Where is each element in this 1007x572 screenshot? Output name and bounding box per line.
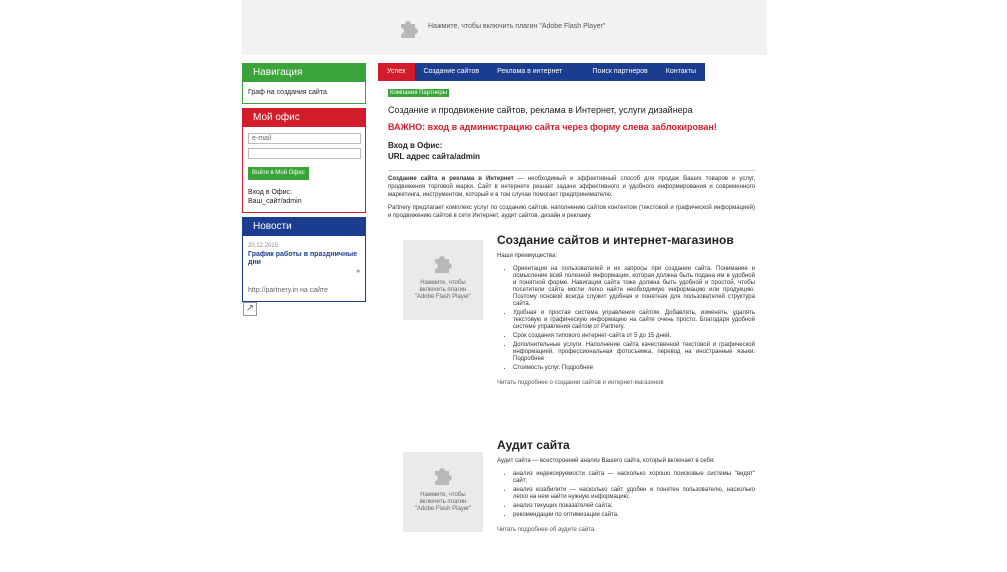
puzzle-icon [431,462,455,486]
list-item: • Дополнительные услуги. Наполнение сайта качественной текстовой и графической информацией, профессиональная фотосъемка, перевод на иностранные языки. Подробнее [513,342,755,363]
advantages-list [497,266,755,372]
login-info [388,140,755,162]
news-more-link[interactable]: » [356,268,360,275]
login-button[interactable]: Войти в Мой Офис [248,167,309,180]
login-info-label: Вход в Офис: [388,141,443,150]
news-date: 20.12.2015 [248,243,279,249]
office-title: Мой офис [243,109,365,127]
nav-link[interactable]: Граф на создания сайта [248,89,327,96]
section-subtitle: Наши преимущества: [497,253,558,259]
list-item: • Стоимость услуг. Подробнее [513,365,755,372]
navigation-title: Навигация [243,64,365,82]
email-input[interactable]: e-mail [248,133,361,144]
tab-contacts[interactable]: Контакты [665,68,696,75]
top-navigation [378,63,705,81]
login-hint: Вход в Офис: [248,189,293,196]
intro-paragraph [388,175,755,199]
list-item: • Ориентация на пользователей и их запросы при создании сайта. Понимание и осмысление всей полезной информации, которая должна быть подана им в удобной и понятной форме. Навигация сайта тоже должна быть удобной и простой, чтобы посетители сайта могли легко найти необходимую информацию или продукцию. Поэтому основой всегда служит удобная и понятная для пользователей структура сайта. [513,266,755,308]
read-more-link[interactable]: Читать подробнее о создании сайтов и интернет-магазинов [497,380,664,386]
warning-text: ВАЖНО: вход в администрацию сайта через форму слева заблокирован! [388,122,717,132]
login-hint-url: Ваш_сайт/admin [248,198,302,205]
divider [388,170,755,171]
section-title: Аудит сайта [497,438,570,452]
audit-list [497,471,755,519]
list-item: • анализ юзабилити — насколько сайт удобен и понятен пользователю, насколько легко на нем найти нужную информацию; [513,487,755,501]
intro-bold: Создание сайта и реклама в Интернет [388,176,514,182]
tab-advertising[interactable]: Реклама в интернет [497,68,563,75]
puzzle-icon [431,250,455,274]
main-content [388,89,755,220]
expand-arrow-icon[interactable]: ↗ [243,302,257,316]
office-box [242,108,366,213]
login-info-url: URL адрес сайта/admin [388,152,481,161]
flash-plugin-text: Нажмите, чтобы включить плагин "Adobe Flash Player" [428,23,606,30]
section-subtitle: Аудит сайта — всесторонний анализ Вашего сайта, который включает в себя: [497,458,715,464]
read-more-link[interactable]: Читать подробнее об аудите сайта. [497,527,596,533]
navigation-box [242,63,366,104]
breadcrumb[interactable]: Компания Партнеры [390,90,448,96]
flash-thumb-text: Нажмите, чтобы включить плагин "Adobe Flash Player" [414,280,472,300]
news-item-link[interactable]: График работы в праздничные дни [248,251,358,266]
password-input[interactable] [248,148,361,159]
flash-banner[interactable] [242,0,767,55]
intro-paragraph-2: Partnery предлагает комплекс услуг по созданию сайтов, наполнению сайтов контентом (текстовой и графической информацией) и продвижению сайтов в сети Интернет, аудит сайтов, дизайн и рекламу. [388,205,755,219]
tab-partner-search[interactable]: Поиск партнеров [592,68,648,75]
news-site-link[interactable]: http://partnery.in на сайте [248,287,329,294]
flash-thumb[interactable] [403,240,483,320]
page-title: Создание и продвижение сайтов, реклама в Интернет, услуги дизайнера [388,105,693,115]
section-title: Создание сайтов и интернет-магазинов [497,233,734,247]
puzzle-icon [397,15,421,39]
intro-text: — необходимый и эффективный способ для продаж Ваших товаров и услуг, продвижения торговой марки. Сайт в интернете решает задачи эффективного и удобного информирования и современного маркетинга, инструментом, который и в том случае помогает предпринимателю. [388,176,755,198]
flash-thumb-text: Нажмите, чтобы включить плагин "Adobe Flash Player" [414,492,472,512]
list-item: • анализ индексируемости сайта — насколько хорошо поисковые системы "видят" сайт; [513,471,755,485]
sidebar [242,63,366,306]
list-item: • Срок создания типового интернет-сайта от 5 до 15 дней. [513,333,755,340]
list-item: • анализ текущих показателей сайта; [513,503,755,510]
news-box [242,217,366,302]
tab-success[interactable]: Успех [378,63,415,81]
list-item: • рекомендации по оптимизации сайта. [513,512,755,519]
list-item: • Удобная и простая система управления сайтом. Добавлять, изменять, удалять текстовую и графическую информацию на сайте очень просто. Благодаря удобной системе управления сайтом от Partnery. [513,310,755,331]
news-title: Новости [243,218,365,236]
tab-site-creation[interactable]: Создание сайтов [423,68,480,75]
flash-thumb[interactable] [403,452,483,532]
